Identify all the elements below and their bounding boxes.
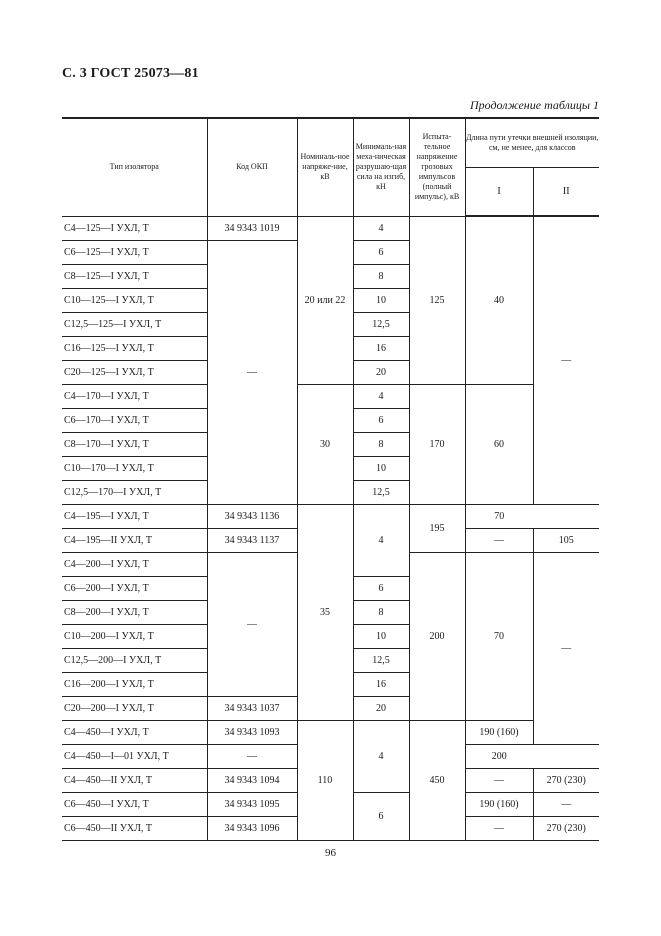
header-class-2: II — [533, 168, 599, 217]
cell-force: 6 — [353, 240, 409, 264]
cell-type: С12,5—170—I УХЛ, Т — [62, 480, 207, 504]
cell-force: 4 — [353, 720, 409, 792]
cell-class-2: — — [533, 792, 599, 816]
cell-type: С20—125—I УХЛ, Т — [62, 360, 207, 384]
header-force: Минималь-ная меха-ническая разрушаю-щая сила на изгиб, кН — [353, 118, 409, 216]
cell-code: 34 9343 1094 — [207, 768, 297, 792]
cell-class-1: 190 (160) — [465, 792, 533, 816]
cell-force: 6 — [353, 408, 409, 432]
insulator-specs-table — [62, 117, 599, 841]
cell-type: С8—200—I УХЛ, Т — [62, 600, 207, 624]
cell-voltage: 30 — [297, 384, 353, 504]
cell-impulse: 450 — [409, 720, 465, 840]
cell-force: 10 — [353, 288, 409, 312]
cell-type: С12,5—125—I УХЛ, Т — [62, 312, 207, 336]
cell-type: С12,5—200—I УХЛ, Т — [62, 648, 207, 672]
cell-type: С8—170—I УХЛ, Т — [62, 432, 207, 456]
cell-voltage: 35 — [297, 504, 353, 720]
cell-force: 4 — [353, 504, 409, 576]
table-row — [62, 384, 599, 408]
cell-class-2: 105 — [533, 528, 599, 552]
cell-type: С4—450—I УХЛ, Т — [62, 720, 207, 744]
header-impulse: Испыта-тельное напряжение грозовых импульсов (полный импульс), кВ — [409, 118, 465, 216]
cell-force: 12,5 — [353, 312, 409, 336]
cell-class-1: 40 — [465, 216, 533, 384]
header-voltage: Номиналь-ное напряже-ние, кВ — [297, 118, 353, 216]
cell-type: С4—450—I—01 УХЛ, Т — [62, 744, 207, 768]
table-row — [62, 720, 599, 744]
cell-type: С8—125—I УХЛ, Т — [62, 264, 207, 288]
cell-class-2: — — [533, 216, 599, 504]
standard-reference: С. 3 ГОСТ 25073—81 — [62, 66, 199, 81]
table-continuation-caption: Продолжение таблицы 1 — [469, 98, 599, 112]
cell-voltage: 110 — [297, 720, 353, 840]
header-class-1: I — [465, 168, 533, 217]
cell-force: 16 — [353, 672, 409, 696]
cell-code: 34 9343 1096 — [207, 816, 297, 840]
cell-type: С10—170—I УХЛ, Т — [62, 456, 207, 480]
header-type: Тип изолятора — [62, 118, 207, 216]
cell-type: С6—200—I УХЛ, Т — [62, 576, 207, 600]
cell-voltage: 20 или 22 — [297, 216, 353, 384]
header-creepage: Длина пути утечки внешней изоляции, см, не менее, для классов — [465, 118, 599, 168]
cell-code: 34 9343 1136 — [207, 504, 297, 528]
cell-force: 20 — [353, 696, 409, 720]
cell-class-1: — — [465, 528, 533, 552]
header-code: Код ОКП — [207, 118, 297, 216]
cell-type: С10—200—I УХЛ, Т — [62, 624, 207, 648]
cell-class-2: — — [533, 552, 599, 744]
cell-force: 12,5 — [353, 648, 409, 672]
cell-type: С4—170—I УХЛ, Т — [62, 384, 207, 408]
cell-type: С4—125—I УХЛ, Т — [62, 216, 207, 240]
cell-impulse: 170 — [409, 384, 465, 504]
cell-code: 34 9343 1093 — [207, 720, 297, 744]
cell-type: С20—200—I УХЛ, Т — [62, 696, 207, 720]
cell-force: 4 — [353, 384, 409, 408]
cell-class-1: 200 — [465, 744, 533, 768]
table-row — [62, 504, 599, 528]
cell-force: 20 — [353, 360, 409, 384]
cell-type: С4—195—I УХЛ, Т — [62, 504, 207, 528]
cell-force: 6 — [353, 792, 409, 840]
cell-impulse: 200 — [409, 552, 465, 720]
cell-class-1: 190 (160) — [465, 720, 533, 744]
cell-class-1: 60 — [465, 384, 533, 504]
cell-type: С16—200—I УХЛ, Т — [62, 672, 207, 696]
cell-code: 34 9343 1095 — [207, 792, 297, 816]
cell-code: — — [207, 552, 297, 696]
cell-code: 34 9343 1037 — [207, 696, 297, 720]
cell-code: 34 9343 1019 — [207, 216, 297, 240]
cell-class-1: — — [465, 768, 533, 792]
cell-class-1: 70 — [465, 504, 533, 528]
page-number: 96 — [325, 847, 336, 859]
cell-force: 4 — [353, 216, 409, 240]
cell-code: 34 9343 1137 — [207, 528, 297, 552]
cell-type: С4—195—II УХЛ, Т — [62, 528, 207, 552]
cell-force: 8 — [353, 264, 409, 288]
cell-type: С6—170—I УХЛ, Т — [62, 408, 207, 432]
cell-type: С6—450—II УХЛ, Т — [62, 816, 207, 840]
cell-class-2: 270 (230) — [533, 768, 599, 792]
cell-force: 8 — [353, 432, 409, 456]
table-row — [62, 216, 599, 240]
cell-class-1: 70 — [465, 552, 533, 720]
cell-force: 10 — [353, 624, 409, 648]
cell-class-2: 270 (230) — [533, 816, 599, 840]
cell-force: 12,5 — [353, 480, 409, 504]
cell-class-1: — — [465, 816, 533, 840]
cell-force: 10 — [353, 456, 409, 480]
cell-force: 8 — [353, 600, 409, 624]
cell-type: С6—450—I УХЛ, Т — [62, 792, 207, 816]
cell-type: С4—450—II УХЛ, Т — [62, 768, 207, 792]
cell-type: С4—200—I УХЛ, Т — [62, 552, 207, 576]
cell-type: С16—125—I УХЛ, Т — [62, 336, 207, 360]
cell-code: — — [207, 240, 297, 504]
cell-force: 16 — [353, 336, 409, 360]
cell-type: С6—125—I УХЛ, Т — [62, 240, 207, 264]
cell-impulse: 195 — [409, 504, 465, 552]
cell-code: — — [207, 744, 297, 768]
cell-type: С10—125—I УХЛ, Т — [62, 288, 207, 312]
cell-impulse: 125 — [409, 216, 465, 384]
cell-force: 6 — [353, 576, 409, 600]
